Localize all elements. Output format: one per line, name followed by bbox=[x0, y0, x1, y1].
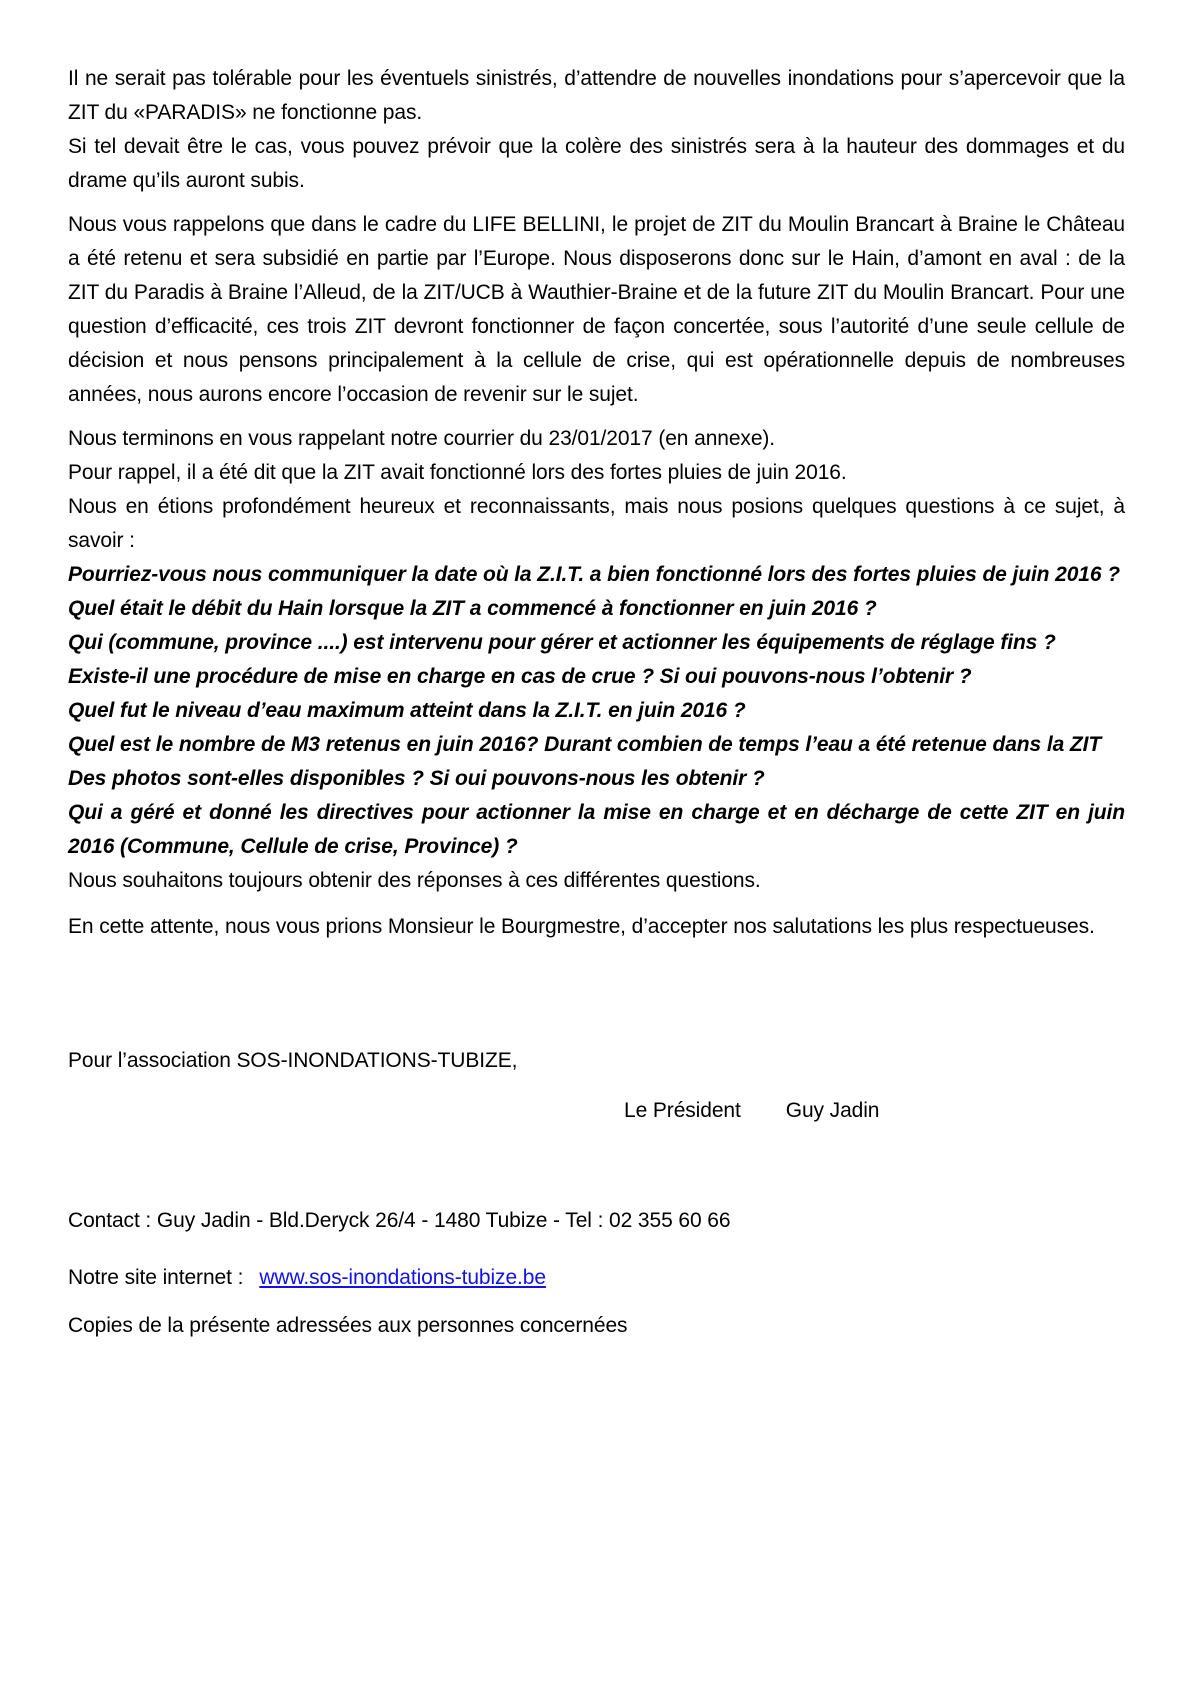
questions-followup-text: Nous souhaitons toujours obtenir des réponses à ces différentes questions. bbox=[68, 869, 761, 892]
paragraph-recall bbox=[68, 422, 1125, 558]
signature-row bbox=[68, 1094, 1125, 1128]
signature-name: Guy Jadin bbox=[785, 1099, 880, 1122]
website-row bbox=[68, 1261, 1125, 1295]
recall-line-3: Nous en étions profondément heureux et reconnaissants, mais nous posions quelques questions à ce sujet, à savoir : bbox=[68, 495, 1125, 552]
intro-line-1: Il ne serait pas tolérable pour les éventuels sinistrés, d’attendre de nouvelles inondations pour s’apercevoir que la ZIT du «PARADIS» ne fonctionne pas. bbox=[68, 67, 1125, 124]
copies-line bbox=[68, 1309, 1125, 1343]
question-4: Existe-il une procédure de mise en charge en cas de crue ? Si oui pouvons-nous l’obtenir ? bbox=[68, 665, 972, 688]
copies-text: Copies de la présente adressées aux personnes concernées bbox=[68, 1314, 628, 1337]
website-link[interactable]: www.sos-inondations-tubize.be bbox=[259, 1266, 546, 1289]
contact-text: Contact : Guy Jadin - Bld.Deryck 26/4 - 1480 Tubize - Tel : 02 355 60 66 bbox=[68, 1209, 731, 1232]
paragraph-intro bbox=[68, 62, 1125, 198]
question-2: Quel était le débit du Hain lorsque la ZIT a commencé à fonctionner en juin 2016 ? bbox=[68, 597, 877, 620]
closing-text: En cette attente, nous vous prions Monsieur le Bourgmestre, d’accepter nos salutations les plus respectueuses. bbox=[68, 915, 1095, 938]
intro-line-2: Si tel devait être le cas, vous pouvez prévoir que la colère des sinistrés sera à la hauteur des dommages et du drame qu’ils auront subis. bbox=[68, 135, 1125, 192]
recall-line-2: Pour rappel, il a été dit que la ZIT avait fonctionné lors des fortes pluies de juin 2016. bbox=[68, 461, 847, 484]
question-6: Quel est le nombre de M3 retenus en juin 2016? Durant combien de temps l’eau a été retenue dans la ZIT bbox=[68, 733, 1102, 756]
questions-followup bbox=[68, 864, 1125, 898]
question-5: Quel fut le niveau d’eau maximum atteint dans la Z.I.T. en juin 2016 ? bbox=[68, 699, 746, 722]
questions-block bbox=[68, 558, 1125, 864]
signature-title: Le Président bbox=[624, 1099, 741, 1122]
recall-line-1: Nous terminons en vous rappelant notre courrier du 23/01/2017 (en annexe). bbox=[68, 427, 776, 450]
life-bellini-text: Nous vous rappelons que dans le cadre du LIFE BELLINI, le projet de ZIT du Moulin Brancart à Braine le Château a été retenu et sera subsidié en partie par l’Europe. Nous disposerons donc sur le Hain, d’amont en aval : de la ZIT du Paradis à Braine l’Alleud, de la ZIT/UCB à Wauthier-Braine et de la future ZIT du Moulin Brancart. Pour une question d’efficacité, ces trois ZIT devront fonctionner de façon concertée, sous l’autorité d’une seule cellule de décision et nous pensons principalement à la cellule de crise, qui est opérationnelle depuis de nombreuses années, nous aurons encore l’occasion de revenir sur le sujet. bbox=[68, 213, 1125, 406]
contact-line bbox=[68, 1204, 1125, 1238]
question-7: Des photos sont-elles disponibles ? Si oui pouvons-nous les obtenir ? bbox=[68, 767, 765, 790]
question-3: Qui (commune, province ....) est intervenu pour gérer et actionner les équipements de réglage fins ? bbox=[68, 631, 1056, 654]
paragraph-closing bbox=[68, 910, 1125, 944]
paragraph-life-bellini bbox=[68, 208, 1125, 412]
association-line bbox=[68, 1044, 1125, 1078]
association-text: Pour l’association SOS-INONDATIONS-TUBIZE, bbox=[68, 1049, 518, 1072]
question-8: Qui a géré et donné les directives pour actionner la mise en charge et en décharge de cette ZIT en juin 2016 (Commune, Cellule de crise, Province) ? bbox=[68, 801, 1125, 858]
question-1: Pourriez-vous nous communiquer la date où la Z.I.T. a bien fonctionné lors des fortes pluies de juin 2016 ? bbox=[68, 563, 1120, 586]
website-label: Notre site internet : bbox=[68, 1266, 244, 1289]
